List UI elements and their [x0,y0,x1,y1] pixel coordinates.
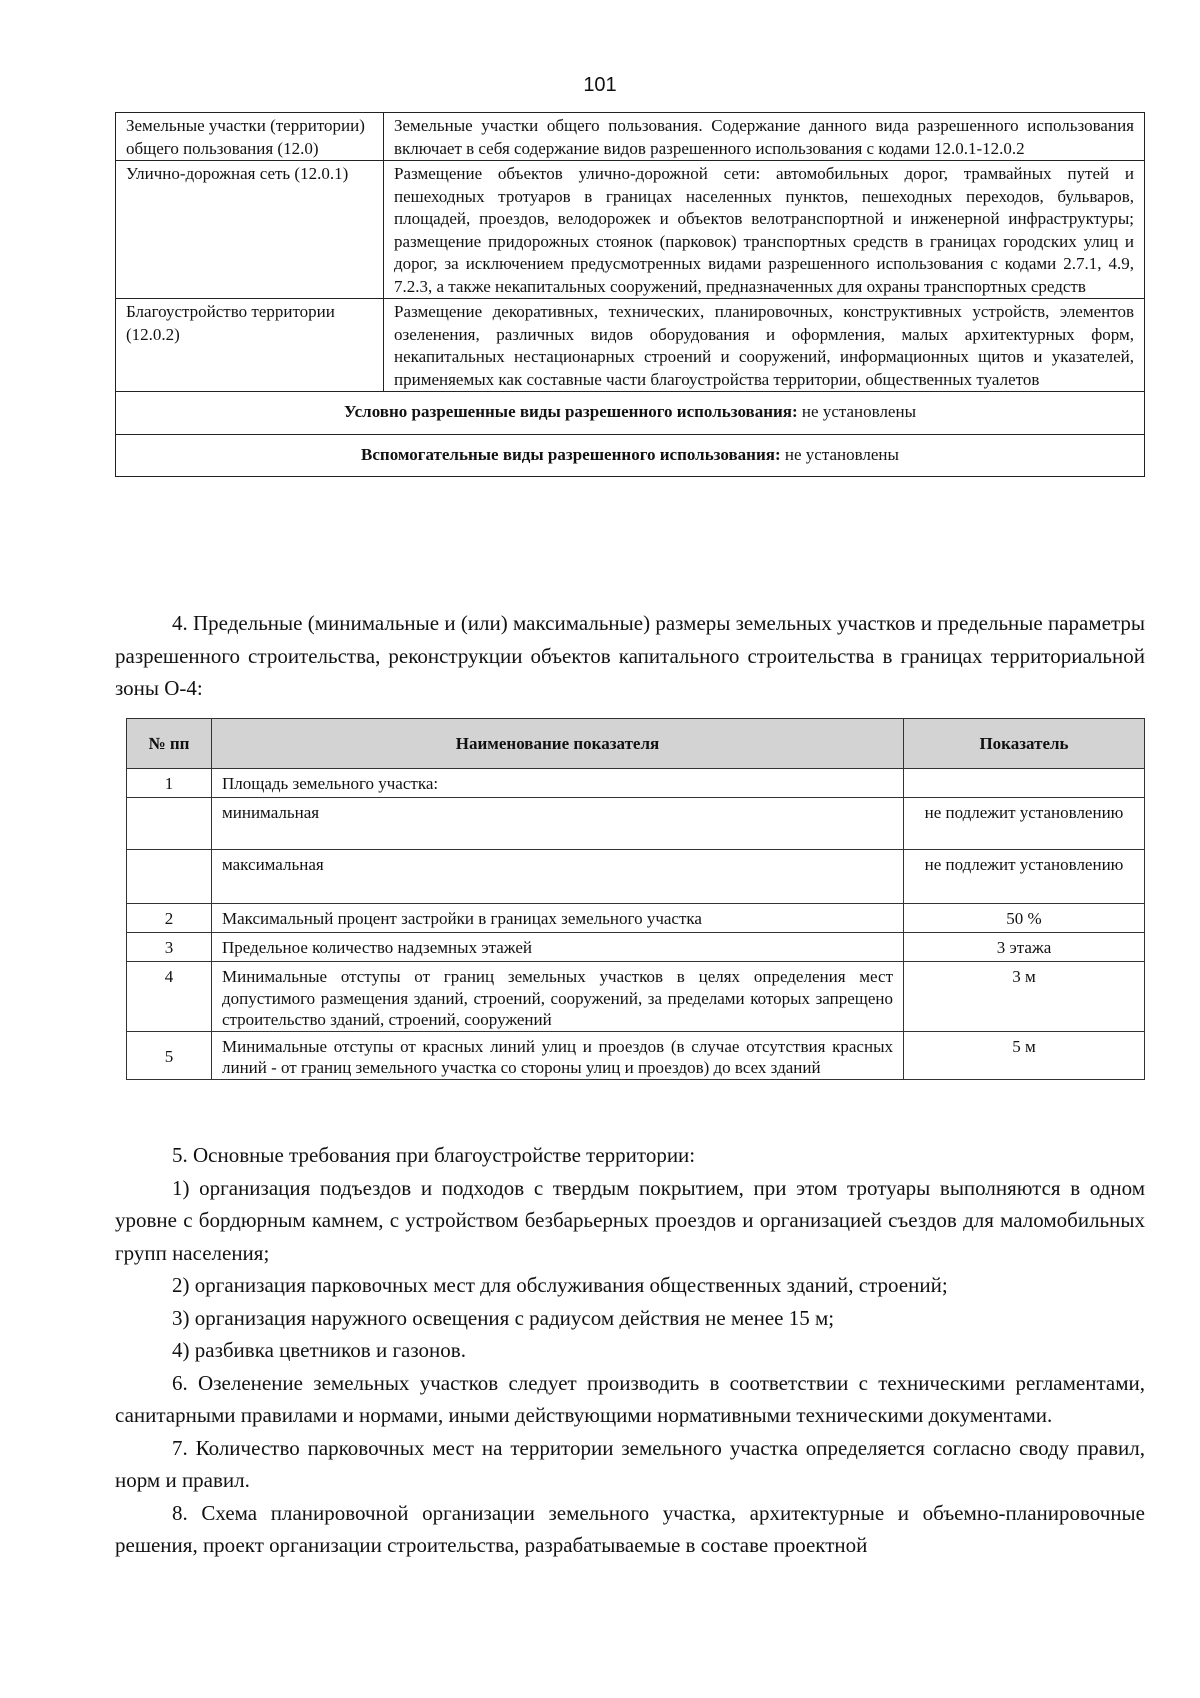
page-number: 101 [583,74,617,96]
conditional-uses-cell [116,392,1145,435]
row-value: 50 % [904,904,1145,933]
use-name: Земельные участки (территории) общего пользования (12.0) [116,113,384,161]
table-row [116,113,1145,161]
row-value: не подлежит установлению [904,798,1145,850]
row-name: Предельное количество надземных этажей [212,933,904,962]
row-value [904,769,1145,798]
table-row [127,962,1145,1032]
row-name: максимальная [212,850,904,904]
row-number: 3 [127,933,212,962]
header-indicator-value: Показатель [904,719,1145,769]
row-value: 5 м [904,1031,1145,1079]
auxiliary-uses-value: не установлены [780,444,899,464]
table-row [127,798,1145,850]
row-name: Минимальные отступы от красных линий улиц и проездов (в случае отсутствия красных линий - от границ земельного участка со стороны улиц и проездов) до всех зданий [212,1031,904,1079]
table-row [116,299,1145,392]
use-name: Улично-дорожная сеть (12.0.1) [116,161,384,299]
row-name: Максимальный процент застройки в границах земельного участка [212,904,904,933]
paragraph: 8. Схема планировочной организации земельного участка, архитектурные и объемно-планировочные решения, проект организации строительства, разрабатываемые в составе проектной [115,1500,1145,1557]
paragraph: 7. Количество парковочных мест на территории земельного участка определяется согласно своду правил, норм и правил. [115,1435,1145,1492]
auxiliary-uses-row [116,434,1145,477]
paragraph: 3) организация наружного освещения с радиусом действия не менее 15 м; [172,1305,835,1330]
row-number: 2 [127,904,212,933]
use-description: Размещение объектов улично-дорожной сети: автомобильных дорог, трамвайных путей и пешеходных тротуаров в границах населенных пунктов, пешеходных переходов, бульваров, площадей, проездов, велодорожек и объектов велотранспортной и инженерной инфраструктуры; размещение придорожных стоянок (парковок) транспортных средств в границах городских улиц и дорог, за исключением предусмотренных видами разрешенного использования с кодами 2.7.1, 4.9, 7.2.3, а также некапитальных сооружений, предназначенных для охраны транспортных средств [384,161,1145,299]
table-row [127,933,1145,962]
table-row [127,904,1145,933]
table-row [127,850,1145,904]
use-description: Размещение декоративных, технических, планировочных, конструктивных устройств, элементов озеленения, различных видов оборудования и оформления, малых архитектурных форм, некапитальных нестационарных строений и сооружений, информационных щитов и указателей, применяемых как составные части благоустройства территории, общественных туалетов [384,299,1145,392]
requirements-section [115,1139,1145,1562]
paragraph: 5. Основные требования при благоустройстве территории: [172,1143,696,1167]
use-description: Земельные участки общего пользования. Содержание данного вида разрешенного использования включает в себя содержание видов разрешенного использования с кодами 12.0.1-12.0.2 [384,113,1145,161]
row-number: 1 [127,769,212,798]
permitted-use-table [115,112,1145,477]
row-number: 4 [127,962,212,1032]
table-row [127,769,1145,798]
parameters-table [126,718,1145,1080]
table-header-row [127,719,1145,769]
row-name: Минимальные отступы от границ земельных участков в целях определения мест допустимого размещения зданий, строений, сооружений, за пределами которых запрещено строительство зданий, строений, сооружений [212,962,904,1032]
auxiliary-uses-cell [116,434,1145,477]
section-4-paragraph: 4. Предельные (минимальные и (или) максимальные) размеры земельных участков и предельные параметры разрешенного строительства, реконструкции объектов капитального строительства в границах территориальной зоны О-4: [115,611,1145,700]
paragraph: 6. Озеленение земельных участков следует производить в соответствии с техническими регламентами, санитарными правилами и нормами, иными действующими нормативными техническими документами. [115,1370,1145,1427]
paragraph: 1) организация подъездов и подходов с твердым покрытием, при этом тротуары выполняются в одном уровне с бордюрным камнем, с устройством безбарьерных проездов и организацией съездов для маломобильных групп населения; [115,1175,1145,1265]
header-indicator-name: Наименование показателя [212,719,904,769]
row-number: 5 [127,1031,212,1079]
conditional-uses-value: не установлены [797,402,916,421]
paragraph: 2) организация парковочных мест для обслуживания общественных зданий, строений; [172,1273,948,1297]
row-value: 3 м [904,962,1145,1032]
row-name: минимальная [212,798,904,850]
conditional-uses-label: Условно разрешенные виды разрешенного использования: [344,402,798,421]
table-row [127,1031,1145,1079]
conditional-uses-row [116,392,1145,435]
use-name: Благоустройство территории (12.0.2) [116,299,384,392]
table-row [116,161,1145,299]
row-number [127,798,212,850]
row-name: Площадь земельного участка: [212,769,904,798]
auxiliary-uses-label: Вспомогательные виды разрешенного использования: [361,444,781,464]
row-value: 3 этажа [904,933,1145,962]
header-number: № пп [127,719,212,769]
row-value: не подлежит установлению [904,850,1145,904]
row-number [127,850,212,904]
paragraph: 4) разбивка цветников и газонов. [172,1338,466,1362]
